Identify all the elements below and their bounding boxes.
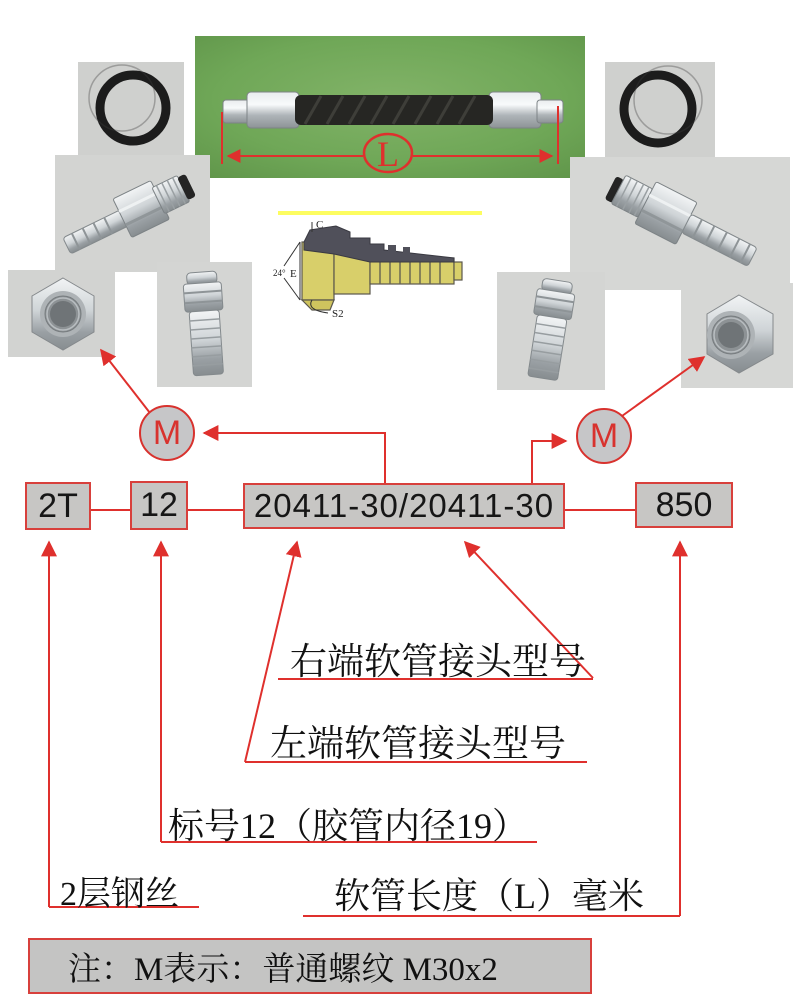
yellow-divider-line xyxy=(278,211,482,215)
code-box-wire-layers xyxy=(25,482,91,530)
nut-photo-left xyxy=(8,270,115,357)
hose-fitting-photo-right xyxy=(570,157,790,290)
code-box-fitting-value: 20411-30/20411-30 xyxy=(253,487,555,524)
code-box-fitting-models xyxy=(243,483,565,529)
o-ring-photo-left xyxy=(78,62,184,156)
code-box-wire-value: 2T xyxy=(38,486,78,525)
code-box-size xyxy=(130,481,188,530)
hose-assembly-photo xyxy=(195,36,585,178)
dimension-L-label: L xyxy=(377,134,399,174)
code-box-size-value: 12 xyxy=(140,486,178,524)
m-thread-marker-left xyxy=(139,405,195,461)
code-box-length-value: 850 xyxy=(655,485,713,524)
code-box-length xyxy=(635,482,733,528)
m-thread-marker-right xyxy=(576,408,632,464)
note-text: 注：M表示：普通螺纹 M30x2 xyxy=(68,951,498,988)
o-ring-photo-right xyxy=(605,62,715,157)
hose-picture xyxy=(223,92,563,128)
note-box xyxy=(28,938,592,994)
diagram-label-c: C xyxy=(316,219,324,231)
callout-size-mark: 标号12（胶管内径19） xyxy=(168,806,529,846)
diagram-label-e: E xyxy=(290,268,297,280)
callout-wire-layers: 2层钢丝 xyxy=(60,876,179,913)
diagram-label-angle: 24° xyxy=(273,268,286,278)
fitting-cross-section-diagram xyxy=(272,216,478,320)
barb-stem-photo-right xyxy=(497,272,605,390)
callout-right-end-model: 右端软管接头型号 xyxy=(290,642,586,683)
diagram-label-s2: S2 xyxy=(332,308,344,320)
nut-photo-right xyxy=(681,283,793,388)
callout-hose-length: 软管长度（L）毫米 xyxy=(334,876,644,916)
m-label: M xyxy=(152,413,182,452)
hose-fitting-photo-left xyxy=(55,155,210,272)
m-label: M xyxy=(589,416,619,455)
callout-left-end-model: 左端软管接头型号 xyxy=(270,724,566,765)
barb-stem-photo-left xyxy=(157,262,252,387)
